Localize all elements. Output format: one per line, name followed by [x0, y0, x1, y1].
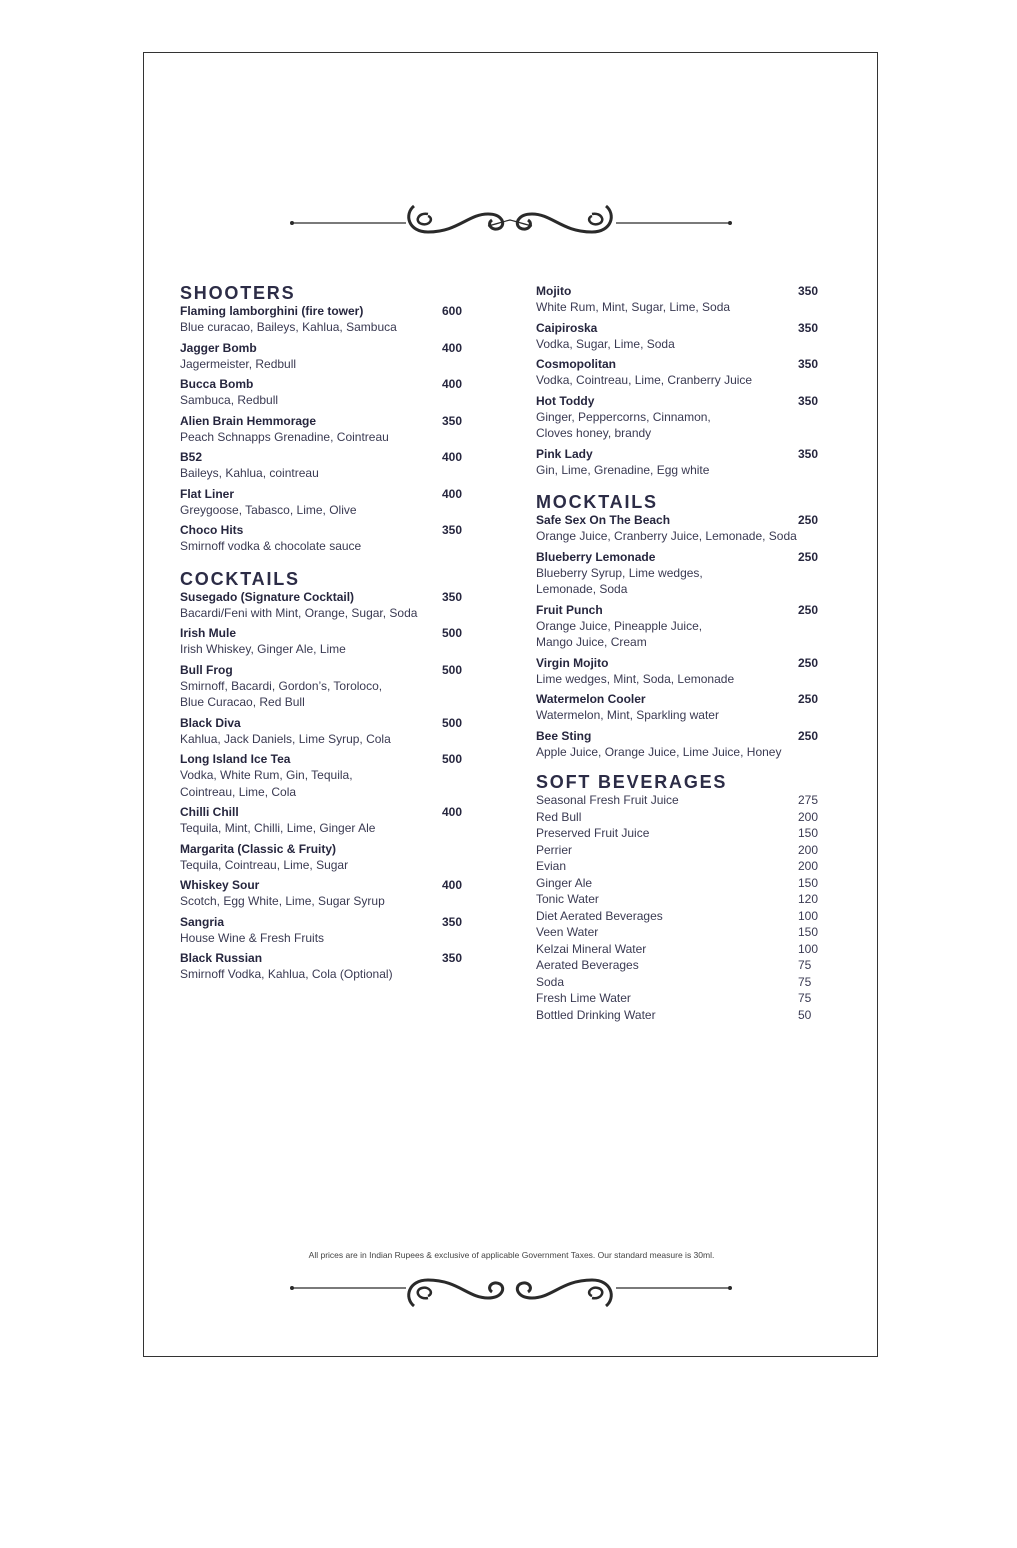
soft-beverage-name: Bottled Drinking Water	[536, 1007, 656, 1022]
menu-item	[180, 413, 480, 446]
soft-beverage-row	[536, 858, 836, 875]
item-price: 250	[798, 655, 819, 670]
menu-item	[180, 340, 480, 373]
item-description: Sambuca, Redbull	[180, 393, 279, 407]
item-price: 350	[798, 320, 819, 335]
item-name: Hot Toddy	[536, 393, 595, 408]
item-name: Margarita (Classic & Fruity)	[180, 841, 337, 856]
soft-beverage-price: 75	[798, 958, 812, 972]
item-description: Blueberry Syrup, Lime wedges,	[536, 565, 703, 580]
item-price: 400	[442, 805, 463, 819]
menu-item	[536, 549, 836, 598]
item-name: Whiskey Sour	[180, 878, 260, 892]
soft-beverage-name: Seasonal Fresh Fruit Juice	[536, 793, 679, 807]
item-price: 250	[798, 602, 819, 617]
menu-item	[536, 356, 836, 389]
item-description: Smirnoff, Bacardi, Gordon’s, Toroloco,	[180, 678, 383, 693]
item-description: Blue curacao, Baileys, Kahlua, Sambuca	[180, 320, 397, 334]
item-name: Virgin Mojito	[536, 655, 609, 670]
menu-item	[180, 715, 480, 748]
soft-beverage-row	[536, 842, 836, 859]
soft-beverage-name: Red Bull	[536, 809, 582, 824]
item-name: Bucca Bomb	[180, 377, 254, 391]
item-description: Lemonade, Soda	[536, 582, 628, 596]
item-name: Jagger Bomb	[180, 340, 257, 355]
menu-item	[180, 662, 480, 711]
item-price: 350	[442, 914, 463, 929]
soft-beverage-price: 100	[798, 908, 819, 923]
item-name: Blueberry Lemonade	[536, 549, 656, 564]
menu-item	[180, 376, 480, 409]
item-description: Blue Curacao, Red Bull	[180, 695, 305, 709]
item-price: 250	[798, 549, 819, 564]
soft-beverage-row	[536, 908, 836, 925]
menu-item	[536, 655, 836, 688]
soft-beverage-name: Tonic Water	[536, 892, 599, 906]
soft-beverage-row	[536, 825, 836, 842]
pricing-footnote: All prices are in Indian Rupees & exclusive of applicable Government Taxes. Our standard measure is 30ml.	[308, 1250, 715, 1260]
soft-beverage-name: Ginger Ale	[536, 875, 593, 890]
item-price: 400	[442, 340, 463, 355]
soft-beverage-row	[536, 809, 836, 826]
soft-beverage-row	[536, 990, 836, 1007]
soft-beverage-name: Soda	[536, 974, 565, 989]
soft-beverage-price: 150	[798, 875, 819, 890]
item-price: 350	[442, 589, 463, 604]
item-description: Gin, Lime, Grenadine, Egg white	[536, 462, 710, 477]
item-price: 400	[442, 450, 463, 464]
top-ornament-divider	[288, 200, 733, 240]
soft-beverage-price: 200	[798, 842, 819, 857]
item-price: 500	[442, 662, 463, 677]
soft-beverage-price: 150	[798, 826, 819, 840]
item-name: B52	[180, 450, 203, 464]
item-description: Watermelon, Mint, Sparkling water	[536, 708, 719, 722]
item-name: Flaming lamborghini (fire tower)	[180, 304, 364, 318]
item-name: Irish Mule	[180, 626, 237, 640]
item-name: Long Island Ice Tea	[180, 752, 291, 766]
soft-beverage-name: Veen Water	[536, 925, 599, 939]
soft-beverage-price: 150	[798, 925, 819, 939]
menu-section	[180, 569, 480, 983]
menu-item	[536, 393, 836, 442]
menu-item	[180, 804, 480, 837]
right-menu-column	[536, 283, 836, 1037]
soft-beverage-row	[536, 924, 836, 941]
item-price: 250	[798, 728, 819, 743]
soft-beverage-name: Diet Aerated Beverages	[536, 908, 663, 923]
soft-beverage-price: 275	[798, 793, 819, 807]
item-price: 600	[442, 304, 463, 318]
item-description: Apple Juice, Orange Juice, Lime Juice, Honey	[536, 744, 782, 759]
menu-section-soft-beverages	[536, 772, 836, 1023]
item-description: Smirnoff vodka & chocolate sauce	[180, 539, 362, 553]
soft-beverage-name: Kelzai Mineral Water	[536, 941, 647, 956]
soft-beverage-name: Evian	[536, 859, 567, 873]
soft-beverage-row	[536, 792, 836, 809]
soft-beverage-row	[536, 875, 836, 892]
item-description: Greygoose, Tabasco, Lime, Olive	[180, 502, 357, 517]
section-title: COCKTAILS	[180, 568, 300, 589]
item-price: 250	[798, 513, 819, 527]
menu-section	[536, 283, 836, 478]
item-description: Peach Schnapps Grenadine, Cointreau	[180, 429, 389, 444]
item-price: 500	[442, 715, 463, 730]
section-title: SHOOTERS	[180, 283, 296, 303]
item-name: Bull Frog	[180, 662, 233, 677]
menu-item	[536, 283, 836, 316]
left-menu-column	[180, 283, 480, 997]
soft-beverage-price: 200	[798, 859, 819, 873]
menu-item	[536, 320, 836, 353]
item-price: 350	[442, 523, 463, 537]
menu-item	[180, 589, 480, 622]
item-description: Jagermeister, Redbull	[180, 356, 297, 371]
item-price: 500	[442, 626, 463, 640]
item-name: Watermelon Cooler	[536, 692, 646, 706]
menu-item	[180, 522, 480, 555]
item-name: Caipiroska	[536, 320, 598, 335]
section-title: MOCKTAILS	[536, 492, 658, 512]
soft-beverage-name: Perrier	[536, 842, 573, 857]
soft-beverage-price: 200	[798, 809, 819, 824]
menu-item	[536, 602, 836, 651]
item-name: Black Diva	[180, 715, 241, 730]
item-description: Smirnoff Vodka, Kahlua, Cola (Optional)	[180, 967, 393, 981]
menu-section	[180, 283, 480, 555]
item-name: Choco Hits	[180, 523, 244, 537]
item-price: 350	[798, 446, 819, 461]
item-description: Tequila, Cointreau, Lime, Sugar	[180, 857, 349, 872]
menu-item	[536, 728, 836, 761]
item-price: 500	[442, 752, 463, 766]
item-price: 400	[442, 878, 463, 892]
item-name: Susegado (Signature Cocktail)	[180, 589, 355, 604]
item-name: Fruit Punch	[536, 602, 603, 617]
menu-section	[536, 492, 836, 760]
soft-beverage-price: 120	[798, 892, 819, 906]
item-price: 400	[442, 377, 463, 391]
item-price: 250	[798, 692, 819, 706]
item-price: 350	[798, 393, 819, 408]
soft-beverage-name: Aerated Beverages	[536, 958, 639, 972]
menu-item	[180, 751, 480, 800]
item-description: Mango Juice, Cream	[536, 635, 647, 649]
menu-item	[180, 486, 480, 519]
soft-beverage-row	[536, 941, 836, 958]
soft-beverage-price: 50	[798, 1007, 812, 1022]
item-price: 350	[442, 413, 463, 428]
item-description: Kahlua, Jack Daniels, Lime Syrup, Cola	[180, 731, 391, 746]
item-name: Flat Liner	[180, 486, 235, 501]
item-description: Irish Whiskey, Ginger Ale, Lime	[180, 642, 346, 656]
item-description: Vodka, White Rum, Gin, Tequila,	[180, 768, 353, 782]
item-description: Lime wedges, Mint, Soda, Lemonade	[536, 671, 735, 686]
menu-item	[180, 877, 480, 910]
soft-beverage-name: Preserved Fruit Juice	[536, 826, 650, 840]
item-description: Baileys, Kahlua, cointreau	[180, 466, 319, 480]
soft-beverage-row	[536, 891, 836, 908]
menu-item	[180, 303, 480, 336]
item-name: Bee Sting	[536, 728, 592, 743]
item-description: Orange Juice, Cranberry Juice, Lemonade, Soda	[536, 529, 797, 543]
item-description: Scotch, Egg White, Lime, Sugar Syrup	[180, 894, 385, 908]
item-name: Black Russian	[180, 951, 263, 965]
item-name: Mojito	[536, 284, 572, 298]
item-name: Alien Brain Hemmorage	[180, 413, 317, 428]
soft-beverage-name: Fresh Lime Water	[536, 991, 631, 1005]
item-name: Sangria	[180, 914, 225, 929]
menu-item	[536, 691, 836, 724]
soft-beverage-row	[536, 1007, 836, 1024]
item-name: Safe Sex On The Beach	[536, 513, 671, 527]
item-name: Cosmopolitan	[536, 357, 616, 371]
item-description: Tequila, Mint, Chilli, Lime, Ginger Ale	[180, 821, 376, 835]
menu-item	[536, 512, 836, 545]
soft-beverage-price: 100	[798, 941, 819, 956]
soft-beverage-row	[536, 974, 836, 991]
item-description: Bacardi/Feni with Mint, Orange, Sugar, Soda	[180, 605, 418, 620]
item-description: Ginger, Peppercorns, Cinnamon,	[536, 409, 711, 424]
section-title: SOFT BEVERAGES	[536, 772, 728, 792]
menu-item	[180, 950, 480, 983]
menu-item	[536, 446, 836, 479]
soft-beverage-price: 75	[798, 991, 812, 1005]
item-description: House Wine & Fresh Fruits	[180, 930, 325, 945]
item-description: Vodka, Cointreau, Lime, Cranberry Juice	[536, 373, 753, 387]
soft-beverage-price: 75	[798, 974, 812, 989]
item-description: Cointreau, Lime, Cola	[180, 784, 297, 799]
item-price: 350	[798, 357, 819, 371]
item-price: 350	[442, 951, 463, 965]
bottom-ornament-divider	[288, 1272, 733, 1312]
soft-beverage-row	[536, 957, 836, 974]
item-price: 400	[442, 486, 463, 501]
item-description: Cloves honey, brandy	[536, 426, 652, 440]
item-name: Chilli Chill	[180, 805, 239, 819]
menu-item	[180, 841, 480, 874]
item-price: 350	[798, 284, 819, 298]
item-description: White Rum, Mint, Sugar, Lime, Soda	[536, 300, 731, 314]
item-description: Vodka, Sugar, Lime, Soda	[536, 336, 675, 351]
menu-item	[180, 449, 480, 482]
item-description: Orange Juice, Pineapple Juice,	[536, 618, 703, 633]
menu-item	[180, 625, 480, 658]
item-name: Pink Lady	[536, 446, 593, 461]
menu-item	[180, 914, 480, 947]
